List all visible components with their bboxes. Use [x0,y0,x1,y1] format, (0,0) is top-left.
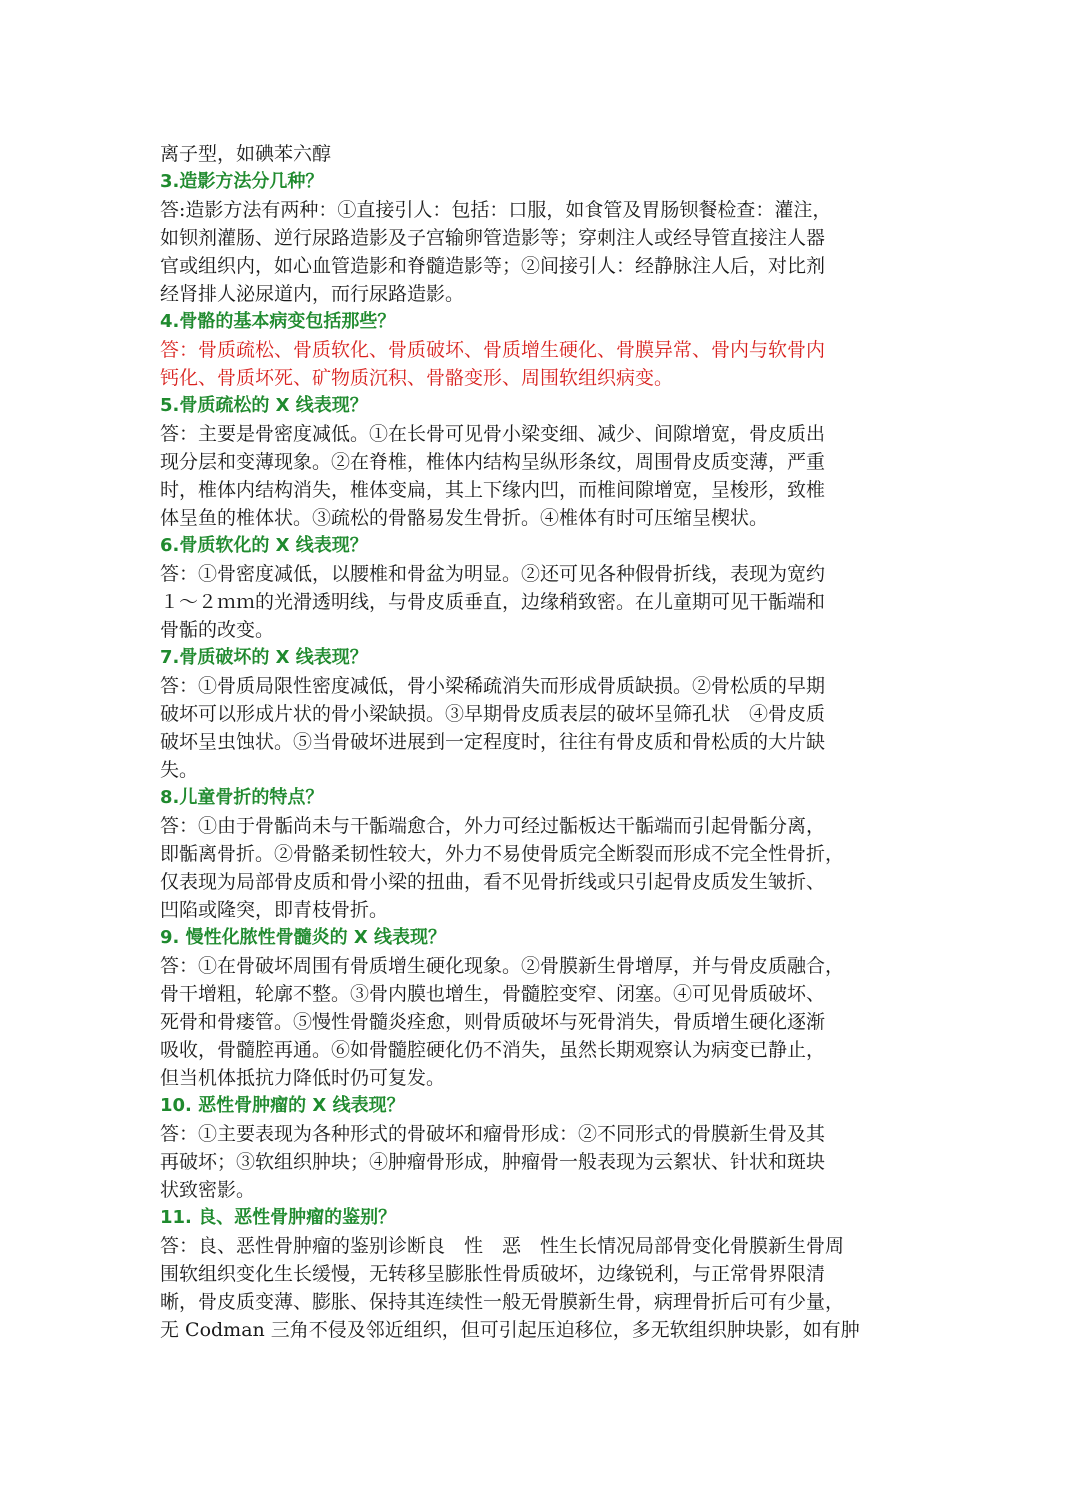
section-title: 9. 慢性化脓性骨髓炎的 X 线表现？ [160,927,447,948]
section-title: 11. 良、恶性骨肿瘤的鉴别？ [160,1207,397,1228]
section-line: 破坏呈虫蚀状。⑤当骨破坏进展到一定程度时，往往有骨皮质和骨松质的大片缺 [160,731,826,753]
section-line: 体呈鱼的椎体状。③疏松的骨骼易发生骨折。④椎体有时可压缩呈楔状。 [160,507,769,529]
section-line: 死骨和骨瘘管。⑤慢性骨髓炎痊愈，则骨质破坏与死骨消失，骨质增生硬化逐渐 [160,1011,826,1033]
section-line: 经肾排人泌尿道内，而行尿路造影。 [160,283,465,305]
section-line: 答：①在骨破坏周围有骨质增生硬化现象。②骨膜新生骨增厚，并与骨皮质融合， [160,955,845,977]
section-line: 再破坏；③软组织肿块；④肿瘤骨形成，肿瘤骨一般表现为云絮状、针状和斑块 [160,1151,826,1173]
section-line: 但当机体抵抗力降低时仍可复发。 [160,1067,446,1089]
section-line: 骨干增粗，轮廓不整。③骨内膜也增生，骨髓腔变窄、闭塞。④可见骨质破坏、 [160,983,826,1005]
section-title: 5.骨质疏松的 X 线表现？ [160,395,368,416]
section-line: 围软组织变化生长缓慢，无转移呈膨胀性骨质破坏，边缘锐利，与正常骨界限清 [160,1263,826,1285]
section-line: 凹陷或隆突，即青枝骨折。 [160,899,389,921]
section-line: 失。 [160,759,199,781]
section-title: 7.骨质破坏的 X 线表现？ [160,647,368,668]
document-page [160,140,924,1344]
section-line: 答：主要是骨密度减低。①在长骨可见骨小梁变细、减少、间隙增宽，骨皮质出 [160,423,826,445]
section-line: １～２ｍｍ的光滑透明线，与骨皮质垂直，边缘稍致密。在儿童期可见干骺端和 [160,591,826,613]
intro-line: 离子型，如碘苯六醇 [160,143,332,165]
section-line: 即骺离骨折。②骨骼柔韧性较大，外力不易使骨质完全断裂而形成不完全性骨折， [160,843,845,865]
section-line: 仅表现为局部骨皮质和骨小梁的扭曲，看不见骨折线或只引起骨皮质发生皱折、 [160,871,826,893]
section-line: 答:造影方法有两种：①直接引人：包括：口服，如食管及胃肠钡餐检查：灌注， [160,199,832,221]
section-title: 6.骨质软化的 X 线表现？ [160,535,368,556]
section-line: 答：良、恶性骨肿瘤的鉴别诊断良 性 恶 性生长情况局部骨变化骨膜新生骨周 [160,1235,845,1257]
section-line: 现分层和变薄现象。②在脊椎，椎体内结构呈纵形条纹，周围骨皮质变薄，严重 [160,451,826,473]
section-line: 无 Codman 三角不侵及邻近组织，但可引起压迫移位，多无软组织肿块影，如有肿 [160,1319,860,1341]
highlighted-answer-line: 钙化、骨质坏死、矿物质沉积、骨骼变形、周围软组织病变。 [160,367,674,389]
section-line: 骨骺的改变。 [160,619,275,641]
section-line: 官或组织内，如心血管造影和脊髓造影等；②间接引人：经静脉注人后，对比剂 [160,255,826,277]
section-line: 答：①骨质局限性密度减低，骨小梁稀疏消失而形成骨质缺损。②骨松质的早期 [160,675,826,697]
section-line: 破坏可以形成片状的骨小梁缺损。③早期骨皮质表层的破坏呈筛孔状 ④骨皮质 [160,703,826,725]
section-line: 答：①骨密度减低，以腰椎和骨盆为明显。②还可见各种假骨折线，表现为宽约 [160,563,826,585]
section-title: 10. 恶性骨肿瘤的 X 线表现？ [160,1095,405,1116]
section-line: 如钡剂灌肠、逆行尿路造影及子宫输卵管造影等；穿刺注人或经导管直接注人器 [160,227,826,249]
highlighted-answer-line: 答：骨质疏松、骨质软化、骨质破坏、骨质增生硬化、骨膜异常、骨内与软骨内 [160,339,826,361]
section-title: 8.儿童骨折的特点？ [160,787,324,808]
section-line: 答：①由于骨骺尚未与干骺端愈合，外力可经过骺板达干骺端而引起骨骺分离， [160,815,826,837]
section-title: 3.造影方法分几种？ [160,171,324,192]
section-title: 4.骨骼的基本病变包括那些？ [160,311,396,332]
section-line: 时，椎体内结构消失，椎体变扁，其上下缘内凹，而椎间隙增宽，呈梭形，致椎 [160,479,826,501]
section-line: 答：①主要表现为各种形式的骨破坏和瘤骨形成：②不同形式的骨膜新生骨及其 [160,1123,826,1145]
section-line: 吸收，骨髓腔再通。⑥如骨髓腔硬化仍不消失，虽然长期观察认为病变已静止， [160,1039,826,1061]
section-line: 晰，骨皮质变薄、膨胀、保持其连续性一般无骨膜新生骨，病理骨折后可有少量， [160,1291,845,1313]
section-line: 状致密影。 [160,1179,256,1201]
